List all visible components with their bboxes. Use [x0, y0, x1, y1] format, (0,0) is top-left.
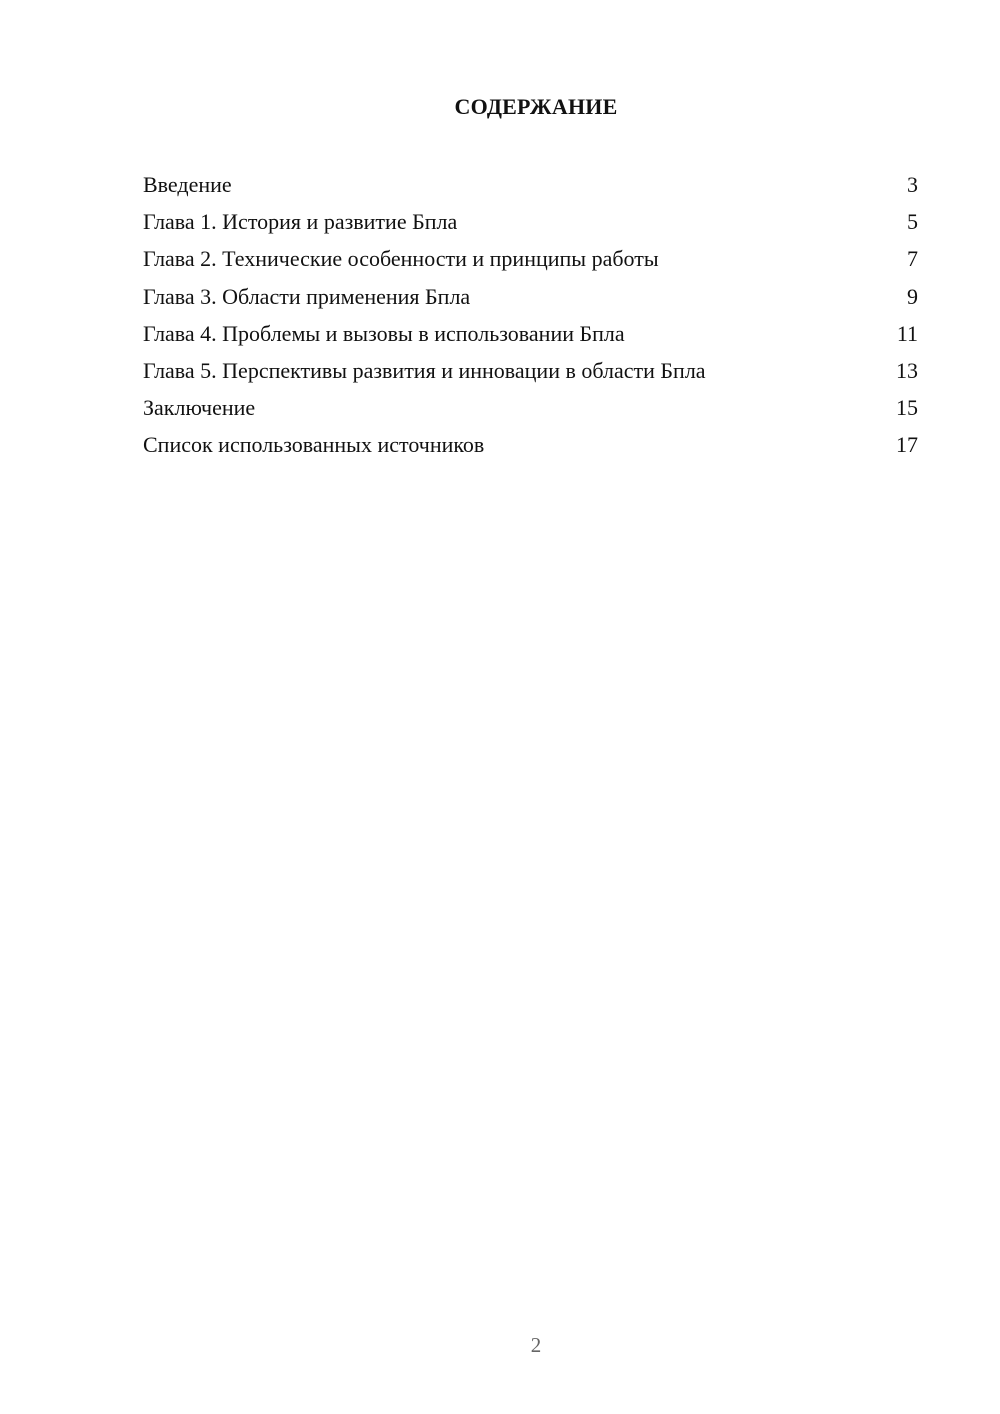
toc-entry-title: Заключение — [143, 395, 256, 421]
toc-entry-page: 17 — [896, 432, 918, 458]
toc-entry-references — [143, 426, 918, 463]
toc-entry-chapter-3 — [143, 278, 918, 315]
toc-entry-title: Глава 5. Перспективы развития и инновации в области Бпла — [143, 357, 706, 383]
page-title: СОДЕРЖАНИЕ — [454, 94, 618, 119]
toc-entry-page: 5 — [907, 209, 918, 235]
toc-entry-page: 7 — [907, 246, 918, 272]
toc-entry-page: 15 — [896, 395, 918, 421]
toc-entry-chapter-5 — [143, 352, 918, 389]
toc-entry-conclusion — [143, 389, 918, 426]
toc-entry-chapter-4 — [143, 315, 918, 352]
toc-entry-title: Глава 1. История и развитие Бпла — [143, 209, 458, 235]
toc-entry-page: 11 — [896, 320, 918, 346]
toc-entry-title: Список использованных источников — [143, 432, 485, 458]
toc-entry-introduction — [143, 166, 918, 203]
toc-entry-page: 13 — [896, 357, 918, 383]
toc-entry-chapter-2 — [143, 240, 918, 277]
toc-entry-page: 3 — [907, 172, 918, 197]
toc-entry-title: Глава 2. Технические особенности и принципы работы — [143, 246, 659, 272]
page-number: 2 — [530, 1333, 542, 1357]
table-of-contents — [143, 166, 918, 464]
toc-entry-title: Глава 4. Проблемы и вызовы в использовании Бпла — [143, 320, 625, 346]
toc-entry-title: Глава 3. Области применения Бпла — [143, 283, 471, 309]
toc-entry-title: Введение — [143, 172, 232, 197]
toc-entry-page: 9 — [907, 283, 918, 309]
toc-entry-chapter-1 — [143, 203, 918, 240]
